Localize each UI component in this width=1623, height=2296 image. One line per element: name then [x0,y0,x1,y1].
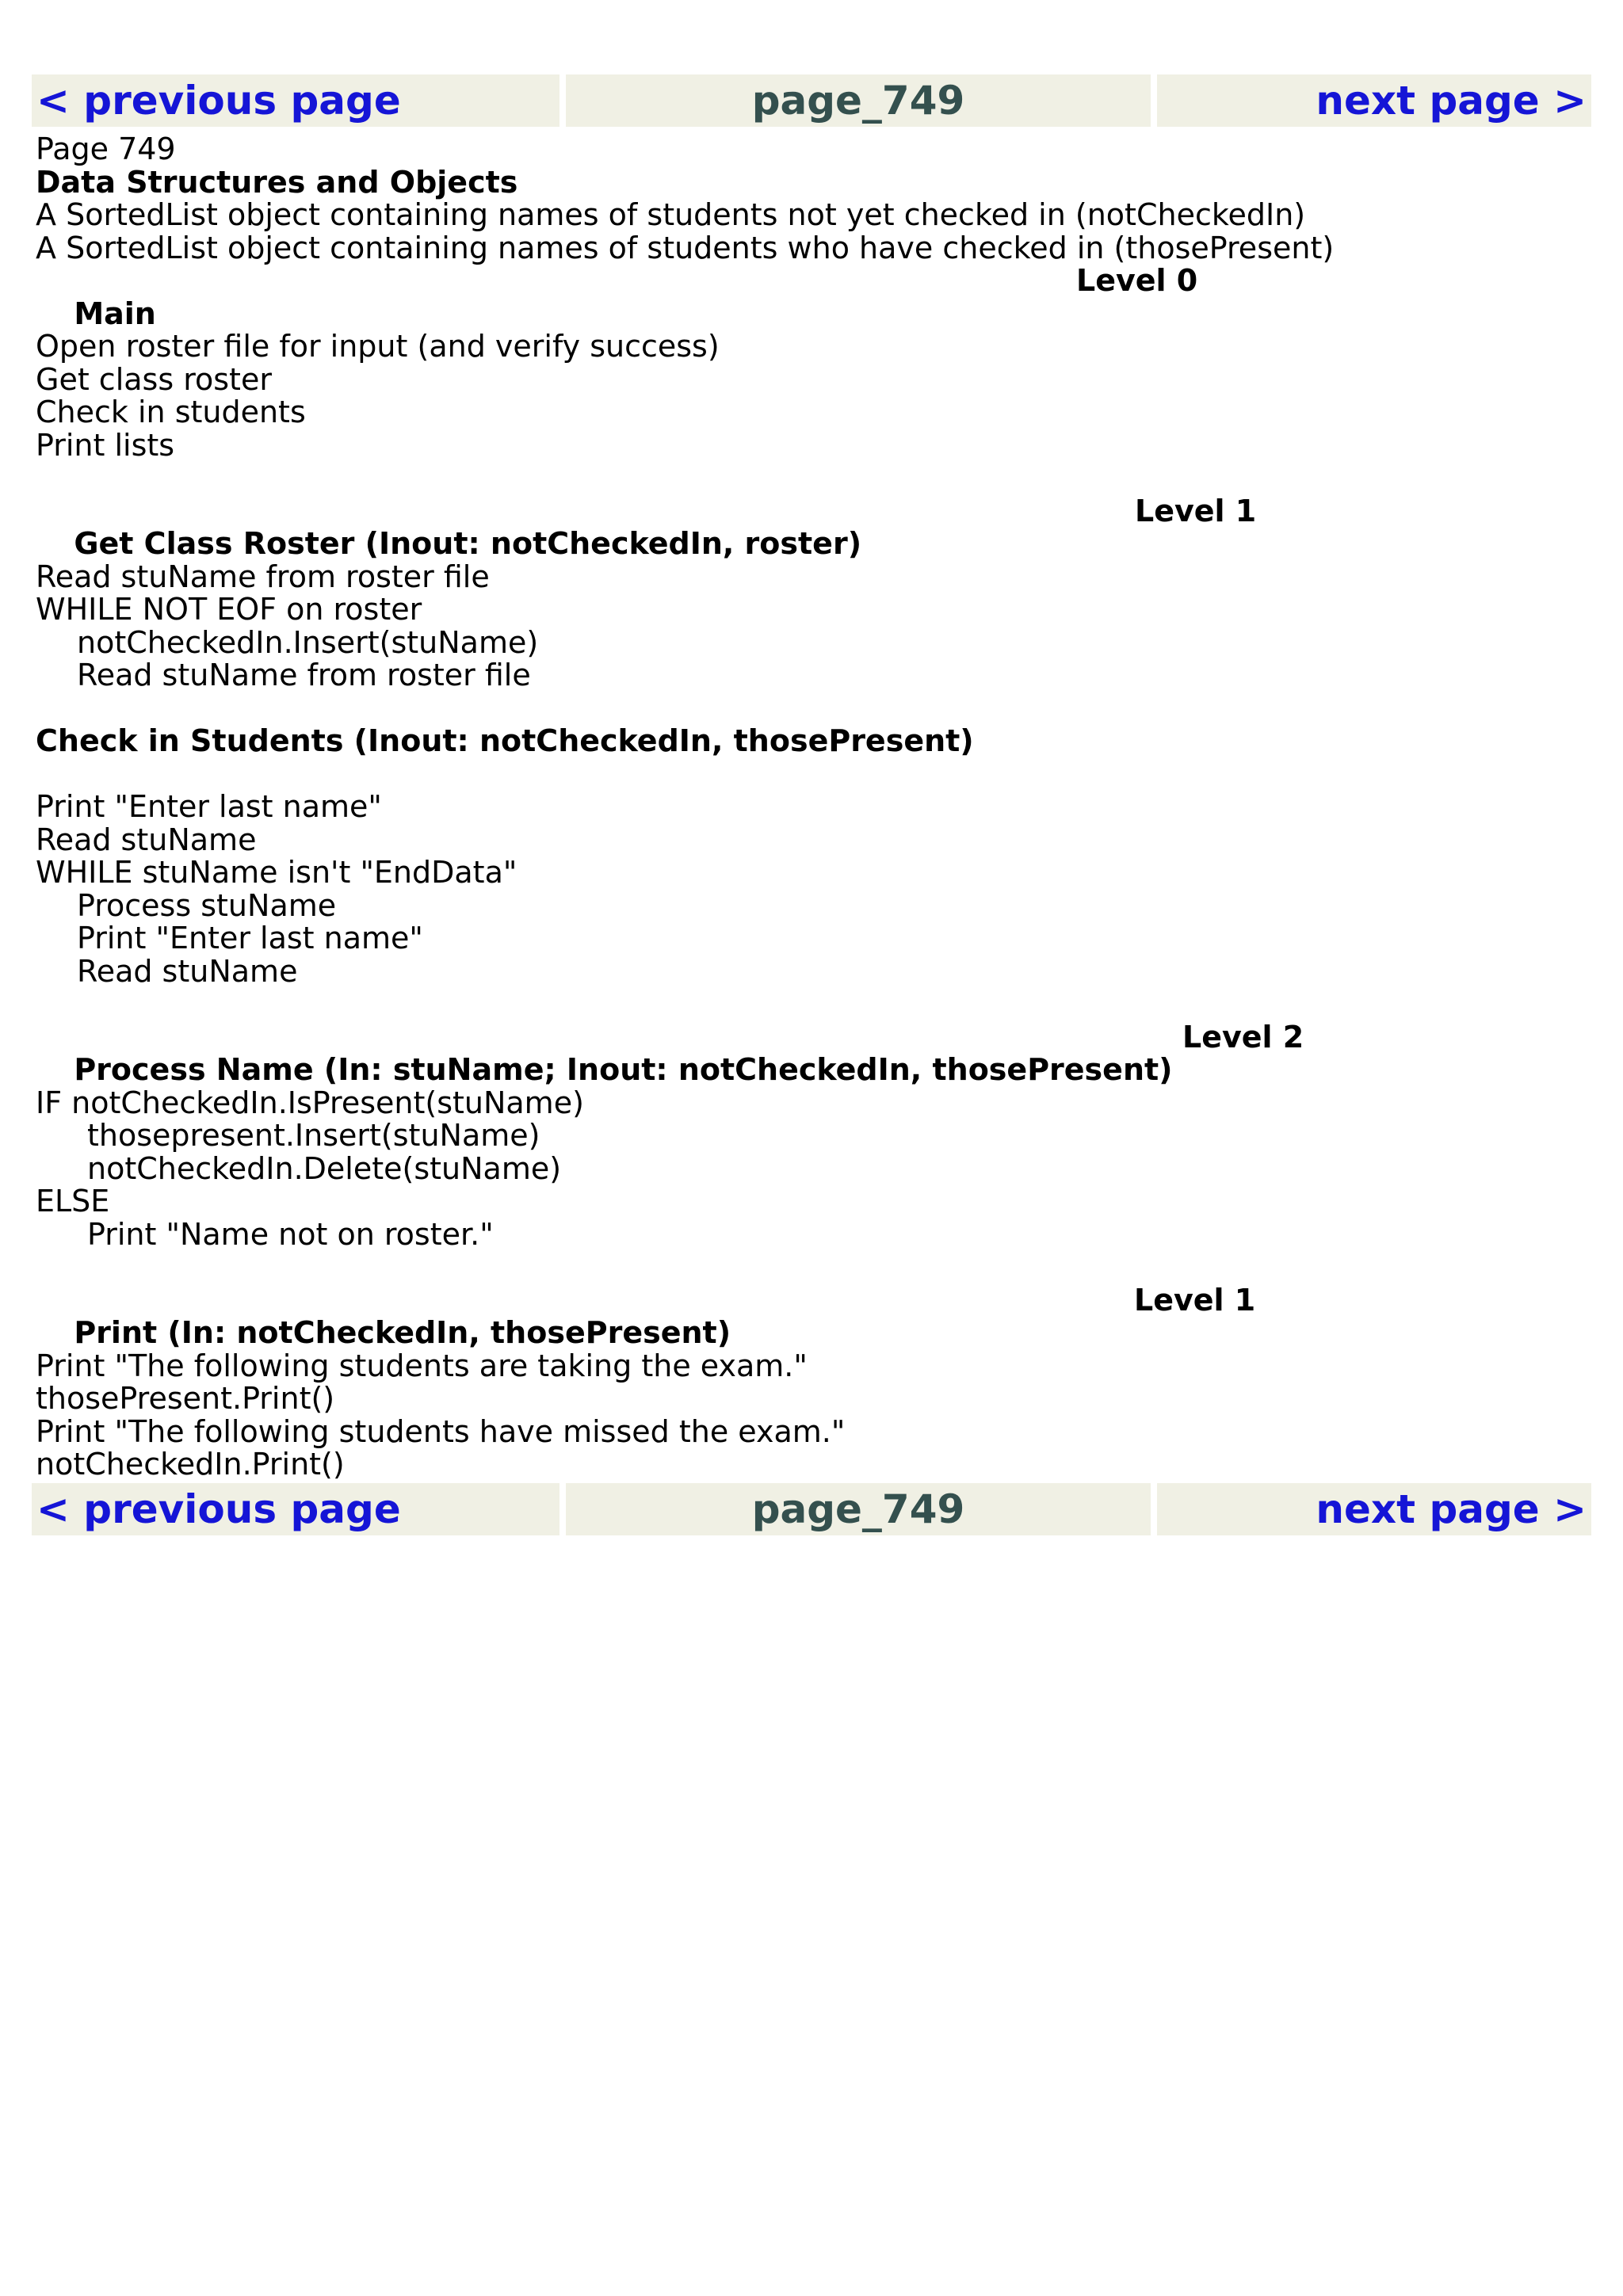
spacer [36,988,1589,1021]
check-in-heading: Check in Students (Inout: notCheckedIn, thosePresent) [36,723,974,758]
process-name-step: ELSE [36,1184,110,1219]
next-page-link[interactable]: next page > [1157,1483,1591,1535]
data-structures-heading: Data Structures and Objects [36,164,518,200]
top-navigation-bar [32,74,1591,127]
process-name-step: notCheckedIn.Delete(stuName) [87,1150,562,1186]
main-step: Get class roster [36,361,272,397]
print-heading-row [36,1282,1589,1350]
check-in-step: Print "Enter last name" [36,789,382,824]
print-step: notCheckedIn.Print() [36,1447,345,1482]
get-roster-step: Read stuName from roster file [36,559,490,594]
previous-page-link[interactable]: < previous page [32,1483,559,1535]
check-in-step: WHILE stuName isn't "EndData" [36,855,517,890]
main-step: Print lists [36,427,175,463]
check-in-step: Process stuName [77,887,337,923]
process-name-level-label: Level 2 [1182,1019,1304,1055]
process-name-step: Print "Name not on roster." [87,1216,494,1252]
check-in-step: Print "Enter last name" [77,921,423,955]
process-name-heading-row [36,1019,1589,1087]
process-name-heading: Process Name (In: stuName; Inout: notCheckedIn, thosePresent) [74,1052,1173,1087]
bottom-navigation-bar [32,1483,1591,1535]
get-roster-step: WHILE NOT EOF on roster [36,592,422,627]
spacer [36,758,1589,791]
main-step: Open roster file for input (and verify success) [36,329,720,364]
print-step: Print "The following students have missed the exam." [36,1413,846,1449]
next-page-link[interactable]: next page > [1157,74,1591,127]
get-roster-step: Read stuName from roster file [77,658,531,692]
print-step: Print "The following students are taking the exam." [36,1348,808,1383]
spacer [36,692,1589,726]
process-name-step: IF notCheckedIn.IsPresent(stuName) [36,1085,584,1120]
page-number-label: Page 749 [36,132,176,166]
print-step: thosePresent.Print() [36,1381,335,1416]
print-level-label: Level 1 [1134,1282,1256,1318]
process-name-step: thosepresent.Insert(stuName) [87,1118,540,1153]
page-content [36,133,1589,1482]
get-roster-level-label: Level 1 [1135,493,1257,528]
main-level-label: Level 0 [1076,263,1198,298]
previous-page-link[interactable]: < previous page [32,74,559,127]
spacer [36,298,1589,331]
data-structure-item: A SortedList object containing names of students not yet checked in (notCheckedIn) [36,197,1306,232]
spacer [36,1251,1589,1284]
check-in-step: Read stuName [77,953,298,989]
get-roster-heading: Get Class Roster (Inout: notCheckedIn, roster) [74,526,862,561]
data-structure-item: A SortedList object containing names of students who have checked in (thosePresent) [36,230,1335,265]
page-title: page_749 [566,1483,1151,1535]
main-heading-row [36,263,1589,331]
get-roster-step: notCheckedIn.Insert(stuName) [77,624,539,660]
main-step: Check in students [36,395,306,429]
main-heading: Main [74,296,156,331]
print-heading: Print (In: notCheckedIn, thosePresent) [74,1315,731,1350]
page-title: page_749 [566,74,1151,127]
check-in-step: Read stuName [36,822,257,857]
spacer [36,462,1589,495]
get-roster-heading-row [36,493,1589,561]
